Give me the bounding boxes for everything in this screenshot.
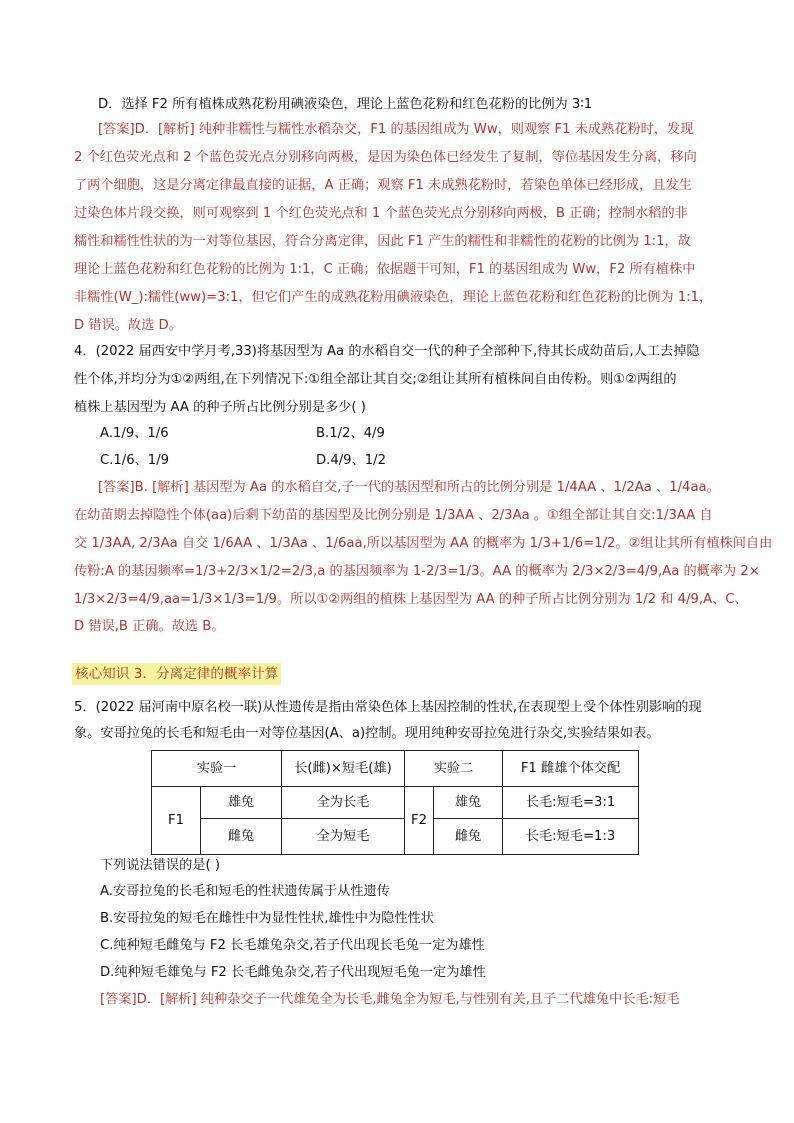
table-cell: F2: [405, 787, 434, 855]
table-cell: 长毛:短毛=1:3: [503, 819, 639, 855]
answer-line: 理论上蓝色花粉和红色花粉的比例为 1:1，C 正确；依据题干可知，F1 的基因组成为 Ww，F2 所有植株中: [74, 262, 696, 277]
option-a: A.1/9、1/6: [100, 426, 169, 441]
question-prompt: 下列说法错误的是( ): [100, 858, 220, 873]
answer-line: 糯性和糯性性状的为一对等位基因，符合分离定律，因此 F1 产生的糯性和非糯性的花粉的比例为 1:1，故: [74, 234, 691, 249]
option-d: D.纯种短毛雄兔与 F2 长毛雌兔杂交,若子代出现短毛兔一定为雄性: [100, 965, 486, 980]
experiment-table: [151, 750, 639, 855]
question-stem: 象。安哥拉兔的长毛和短毛由一对等位基因(A、a)控制。现用纯种安哥拉兔进行杂交,实验结果如表。: [74, 726, 660, 741]
answer-line: 1/3×2/3=4/9,aa=1/3×1/3=1/9。所以①②两组的植株上基因型为 AA 的种子所占比例分别为 1/2 和 4/9,A、C、: [74, 592, 748, 607]
answer-line: 了两个细胞，这是分离定律最直接的证据，A 正确；观察 F1 未成熟花粉时，若染色单体已经形成，且发生: [74, 178, 692, 193]
table-cell: 雌兔: [434, 819, 503, 855]
answer-line: D 错误。故选 D。: [74, 318, 182, 333]
option-c: C.纯种短毛雌兔与 F2 长毛雄兔杂交,若子代出现长毛兔一定为雄性: [100, 938, 485, 953]
table-cell: F1: [152, 787, 201, 855]
table-cell: 雄兔: [201, 787, 282, 819]
table-cell: 全为长毛: [282, 787, 405, 819]
answer-line: [答案]B. [解析] 基因型为 Aa 的水稻自交,子一代的基因型和所占的比例分别是 1/4AA 、1/2Aa 、1/4aa。: [98, 480, 720, 495]
question-stem: 4．(2022 届西安中学月考,33)将基因型为 Aa 的水稻自交一代的种子全部种下,待其长成幼苗后,人工去掉隐: [74, 344, 700, 359]
option-c: C.1/6、1/9: [100, 453, 170, 468]
question-stem: 性个体,并均分为①②两组,在下列情况下:①组全部让其自交;②组让其所有植株间自由传粉。则①②两组的: [74, 372, 677, 387]
answer-line: [答案]D．[解析] 纯种非糯性与糯性水稻杂交，F1 的基因组成为 Ww，则观察 F1 未成熟花粉时，发现: [98, 122, 694, 137]
table-header: 实验一: [152, 751, 282, 787]
table-header: 实验二: [405, 751, 503, 787]
question-stem: 5．(2022 届河南中原名校一联)从性遗传是指由常染色体上基因控制的性状,在表现型上受个体性别影响的现: [74, 700, 702, 715]
section-heading: 核心知识 3．分离定律的概率计算: [72, 663, 281, 685]
answer-line: 过染色体片段交换，则可观察到 1 个红色荧光点和 1 个蓝色荧光点分别移向两极，B 正确；控制水稻的非: [74, 206, 688, 221]
answer-line: 在幼苗期去掉隐性个体(aa)后剩下幼苗的基因型及比例分别是 1/3AA 、2/3Aa 。①组全部让其自交:1/3AA 自: [74, 508, 713, 523]
answer-line: D 错误,B 正确。故选 B。: [74, 619, 225, 634]
table-cell: 雌兔: [201, 819, 282, 855]
question-stem: 植株上基因型为 AA 的种子所占比例分别是多少( ): [74, 400, 366, 415]
answer-line: 交 1/3AA, 2/3Aa 自交 1/6AA 、1/3Aa 、1/6aa,所以基因型为 AA 的概率为 1/3+1/6=1/2。②组让其所有植株间自由: [74, 536, 773, 551]
answer-line: [答案]D．[解析] 纯种杂交子一代雄兔全为长毛,雌兔全为短毛,与性别有关,且子二代雄兔中长毛:短毛: [100, 992, 680, 1007]
table-header: F1 雌雄个体交配: [503, 751, 639, 787]
table-cell: 全为短毛: [282, 819, 405, 855]
answer-line: 传粉:A 的基因频率=1/3+2/3×1/2=2/3,a 的基因频率为 1-2/3=1/3。AA 的概率为 2/3×2/3=4/9,Aa 的概率为 2×: [74, 564, 760, 579]
option-b: B.1/2、4/9: [316, 426, 385, 441]
option-d-previous: D．选择 F2 所有植株成熟花粉用碘液染色，理论上蓝色花粉和红色花粉的比例为 3∶1: [98, 97, 593, 112]
option-b: B.安哥拉兔的短毛在雌性中为显性性状,雄性中为隐性性状: [100, 911, 434, 926]
answer-line: 非糯性(W_):糯性(ww)=3:1，但它们产生的成熟花粉用碘液染色，理论上蓝色花粉和红色花粉的比例为 1:1，: [74, 290, 713, 305]
option-d: D.4/9、1/2: [316, 453, 386, 468]
table-header: 长(雌)×短毛(雄): [282, 751, 405, 787]
table-cell: 长毛:短毛=3:1: [503, 787, 639, 819]
answer-line: 2 个红色荧光点和 2 个蓝色荧光点分别移向两极，是因为染色体已经发生了复制，等位基因发生分离，移向: [74, 150, 697, 165]
option-a: A.安哥拉兔的长毛和短毛的性状遗传属于从性遗传: [100, 884, 390, 899]
table-cell: 雄兔: [434, 787, 503, 819]
